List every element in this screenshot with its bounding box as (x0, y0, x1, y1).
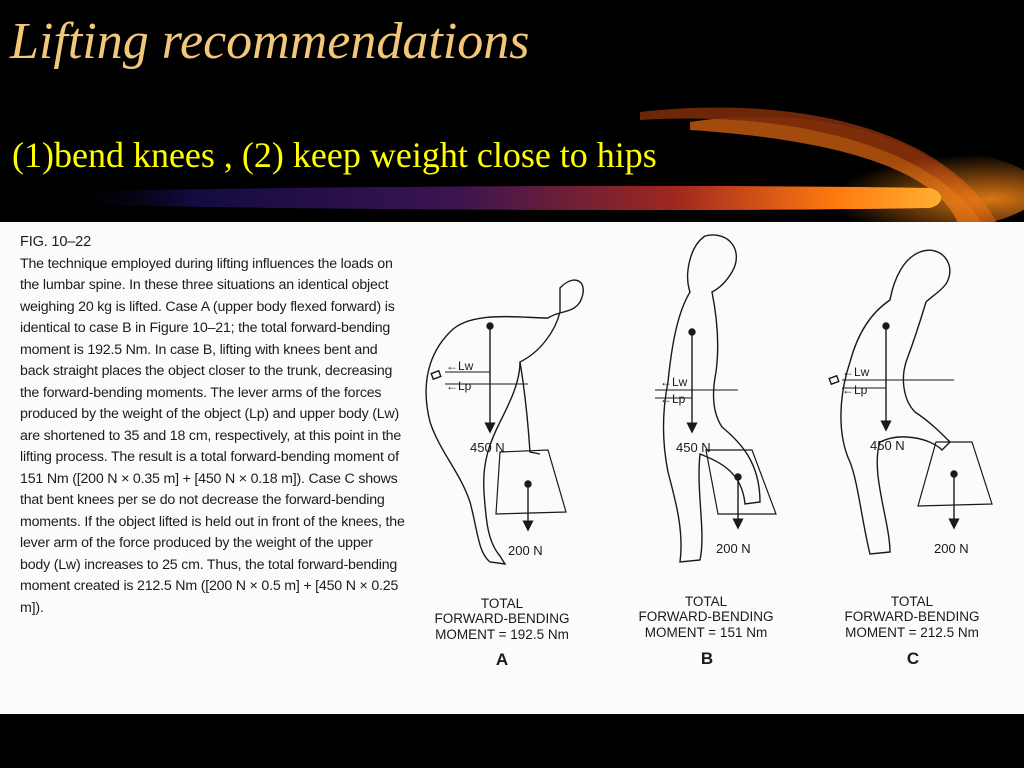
figure-c (829, 250, 992, 554)
figure-c-force-object: 200 N (934, 541, 969, 556)
figure-b-moment-line2: FORWARD-BENDING (638, 609, 774, 624)
figure-b-moment-line1: TOTAL (684, 594, 728, 609)
figure-a-letter: A (495, 650, 509, 669)
figure-c-lp-label: ←Lp (842, 383, 868, 397)
figure-b-force-object: 200 N (716, 541, 751, 556)
figure-a-force-body: 450 N (470, 440, 505, 455)
figure-b-force-body: 450 N (676, 440, 711, 455)
figure-c-force-body: 450 N (870, 438, 905, 453)
slide-subtitle: (1)bend knees , (2) keep weight close to hips (12, 135, 657, 175)
figure-panel (0, 222, 1024, 714)
figure-caption-text: The technique employed during lifting influences the loads on the lumbar spine. In these three situations an identical object weighing 20 kg is lifted. Case A (upper body flexed forward) is identical to case B in Figure 10–21; the total forward-bending moment is 192.5 Nm. In case B, lifting with knees bent and back straight places the object closer to the trunk, decreasing the forward-bending moments. The lever arms of the forces produced by the weight of the object (Lp) and upper body (Lw) are shortened to 35 and 18 cm, respectively, at this point in the lifting process. The result is a total forward-bending moment of 151 Nm ([200 N × 0.35 m] + [450 N × 0.18 m]). Case C shows that bent knees per se do not decrease the forward-bending moments. If the object lifted is held out in front of the knees, the lever arm of the force produced by the weight of the upper body (Lw) increases to 25 cm. Thus, the total forward-bending moment created is 212.5 Nm ([200 N × 0.5 m] + [450 N × 0.25 m]). (20, 255, 405, 616)
figure-a (426, 280, 583, 564)
figure-a-body-outline (426, 280, 583, 564)
slide-title: Lifting recommendations (10, 13, 530, 70)
figure-a-moment-line3: MOMENT = 192.5 Nm (435, 627, 569, 642)
figure-c-letter: C (906, 649, 920, 668)
figure-a-force-object: 200 N (508, 543, 543, 558)
figure-a-lp-label: ←Lp (446, 379, 472, 393)
lifting-illustrations (0, 222, 1024, 714)
figure-c-moment-line1: TOTAL (890, 594, 934, 609)
figure-c-body-outline (841, 250, 950, 554)
figure-b-moment-line3: MOMENT = 151 Nm (644, 625, 768, 640)
figure-c-moment-line2: FORWARD-BENDING (844, 609, 980, 624)
figure-a-moment-line2: FORWARD-BENDING (434, 611, 570, 626)
figure-b-lp-label: ←Lp (660, 392, 686, 406)
figure-c-lw-label: ←Lw (842, 365, 870, 379)
figure-label: FIG. 10–22 (20, 234, 92, 250)
figure-b-lw-label: ←Lw (660, 375, 688, 389)
figure-c-moment-line3: MOMENT = 212.5 Nm (845, 625, 979, 640)
figure-b-letter: B (700, 649, 714, 668)
figure-a-moment-line1: TOTAL (480, 596, 524, 611)
figure-a-lw-label: ←Lw (446, 359, 474, 373)
